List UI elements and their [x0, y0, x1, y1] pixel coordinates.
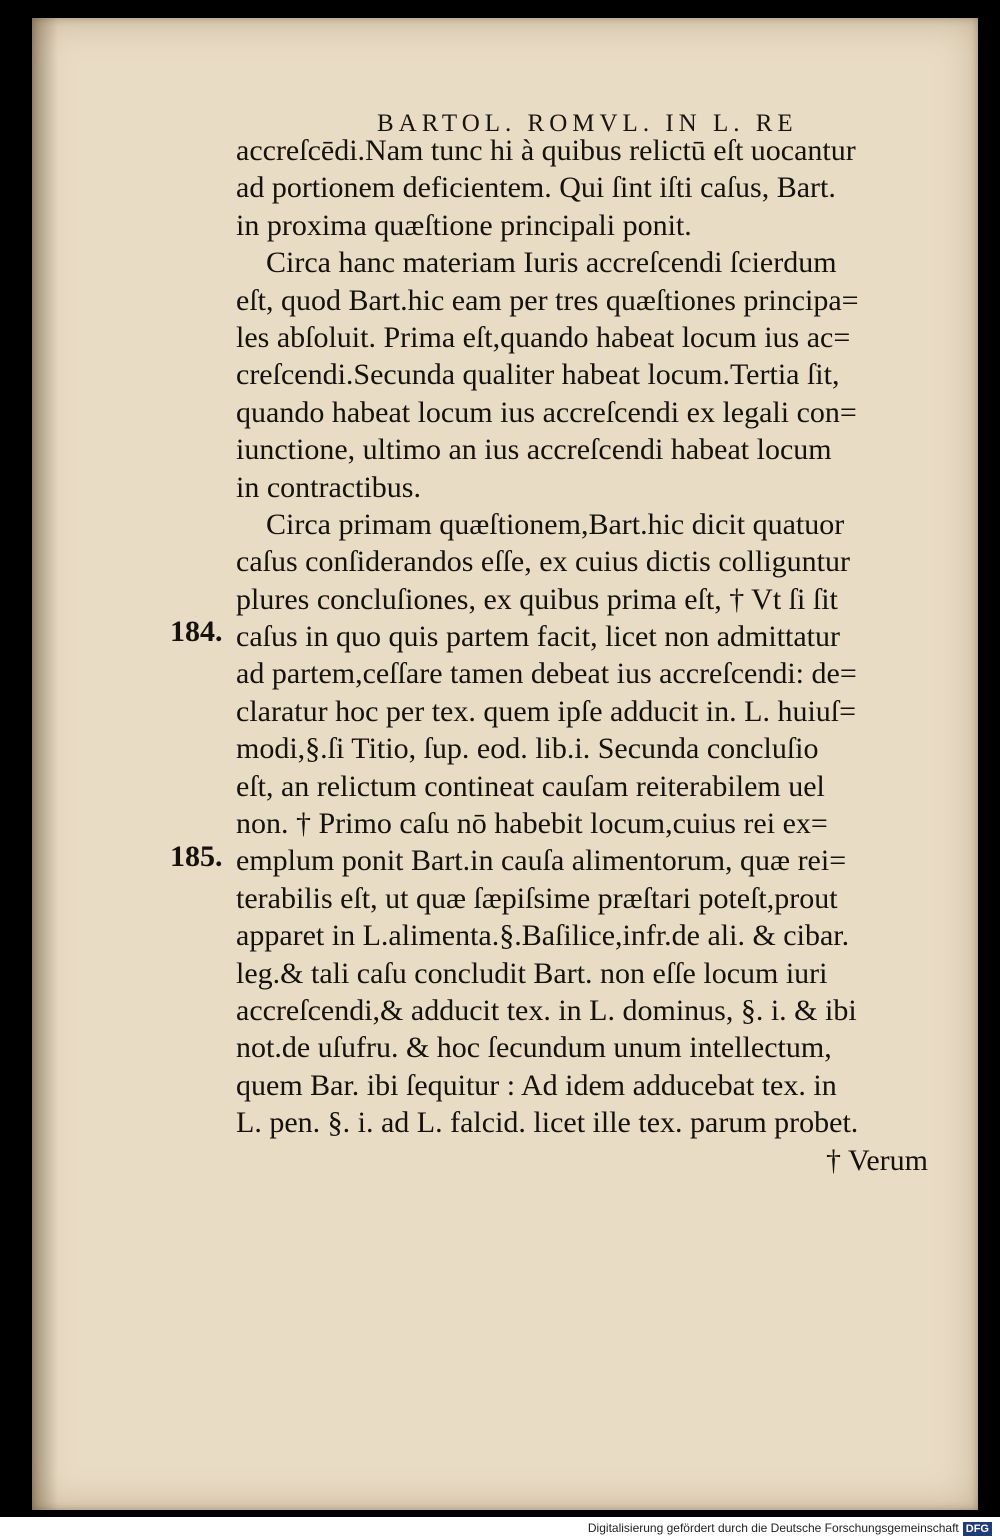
text-line: quando habeat locum ius accreſcendi ex legali con= [236, 395, 857, 429]
text-line: plures concluſiones, ex quibus prima eſt, † Vt ſi ſit [236, 582, 838, 616]
body-text [236, 132, 936, 1179]
running-header: BARTOL. ROMVL. IN L. RE [377, 110, 798, 137]
margin-note-185: 185. [170, 840, 223, 873]
dfg-logo: DFG [963, 1522, 992, 1536]
text-line: accreſcendi,& adducit tex. in L. dominus, §. i. & ibi [236, 993, 857, 1027]
digitization-footer [0, 1517, 1000, 1540]
text-line: ad partem,ceſſare tamen debeat ius accreſcendi: de= [236, 657, 857, 691]
text-line: modi,§.ſi Titio, ſup. eod. lib.i. Secunda concluſio [236, 732, 819, 766]
text-line: L. pen. §. i. ad L. falcid. licet ille tex. parum probet. [236, 1106, 859, 1140]
text-line: les abſoluit. Prima eſt,quando habeat locum ius ac= [236, 320, 851, 354]
text-line: terabilis eſt, ut quæ ſæpiſsime præſtari poteſt,prout [236, 881, 838, 915]
text-line: eſt, quod Bart.hic eam per tres quæſtiones principa= [236, 283, 859, 317]
text-line: iunctione, ultimo an ius accreſcendi habeat locum [236, 433, 832, 467]
text-line: apparet in L.alimenta.§.Baſilice,infr.de ali. & cibar. [236, 919, 850, 953]
text-line: emplum ponit Bart.in cauſa alimentorum, quæ rei= [236, 844, 847, 878]
footer-text: Digitalisierung gefördert durch die Deutsche Forschungsgemeinschaft [587, 1521, 959, 1535]
text-line: ad portionem deficientem. Qui ſint iſti caſus, Bart. [236, 171, 836, 205]
text-line: quem Bar. ibi ſequitur : Ad idem adducebat tex. in [236, 1068, 837, 1102]
margin-note-184: 184. [170, 615, 223, 648]
text-line: accreſcēdi.Nam tunc hi à quibus relictū eſt uocantur [236, 134, 856, 167]
text-line: creſcendi.Secunda qualiter habeat locum.Tertia ſit, [236, 358, 840, 392]
catchword: † Verum [826, 1143, 928, 1177]
text-line: not.de uſufru. & hoc ſecundum unum intellectum, [236, 1031, 832, 1065]
text-line: caſus in quo quis partem facit, licet non admittatur [236, 620, 840, 654]
text-line: non. † Primo caſu nō habebit locum,cuius rei ex= [236, 807, 828, 841]
text-line: in proxima quæſtione principali ponit. [236, 208, 692, 242]
text-line: claratur hoc per tex. quem ipſe adducit in. L. huiuſ= [236, 694, 857, 728]
text-line: in contractibus. [236, 470, 421, 504]
text-line: caſus conſiderandos eſſe, ex cuius dictis colliguntur [236, 545, 851, 579]
paragraph-start: Circa hanc materiam Iuris accreſcendi ſcierdum [266, 246, 837, 280]
paragraph-start: Circa primam quæſtionem,Bart.hic dicit quatuor [266, 507, 845, 541]
text-line: eſt, an relictum contineat cauſam reiterabilem uel [236, 769, 825, 803]
text-line: leg.& tali caſu concludit Bart. non eſſe locum iuri [236, 956, 828, 990]
